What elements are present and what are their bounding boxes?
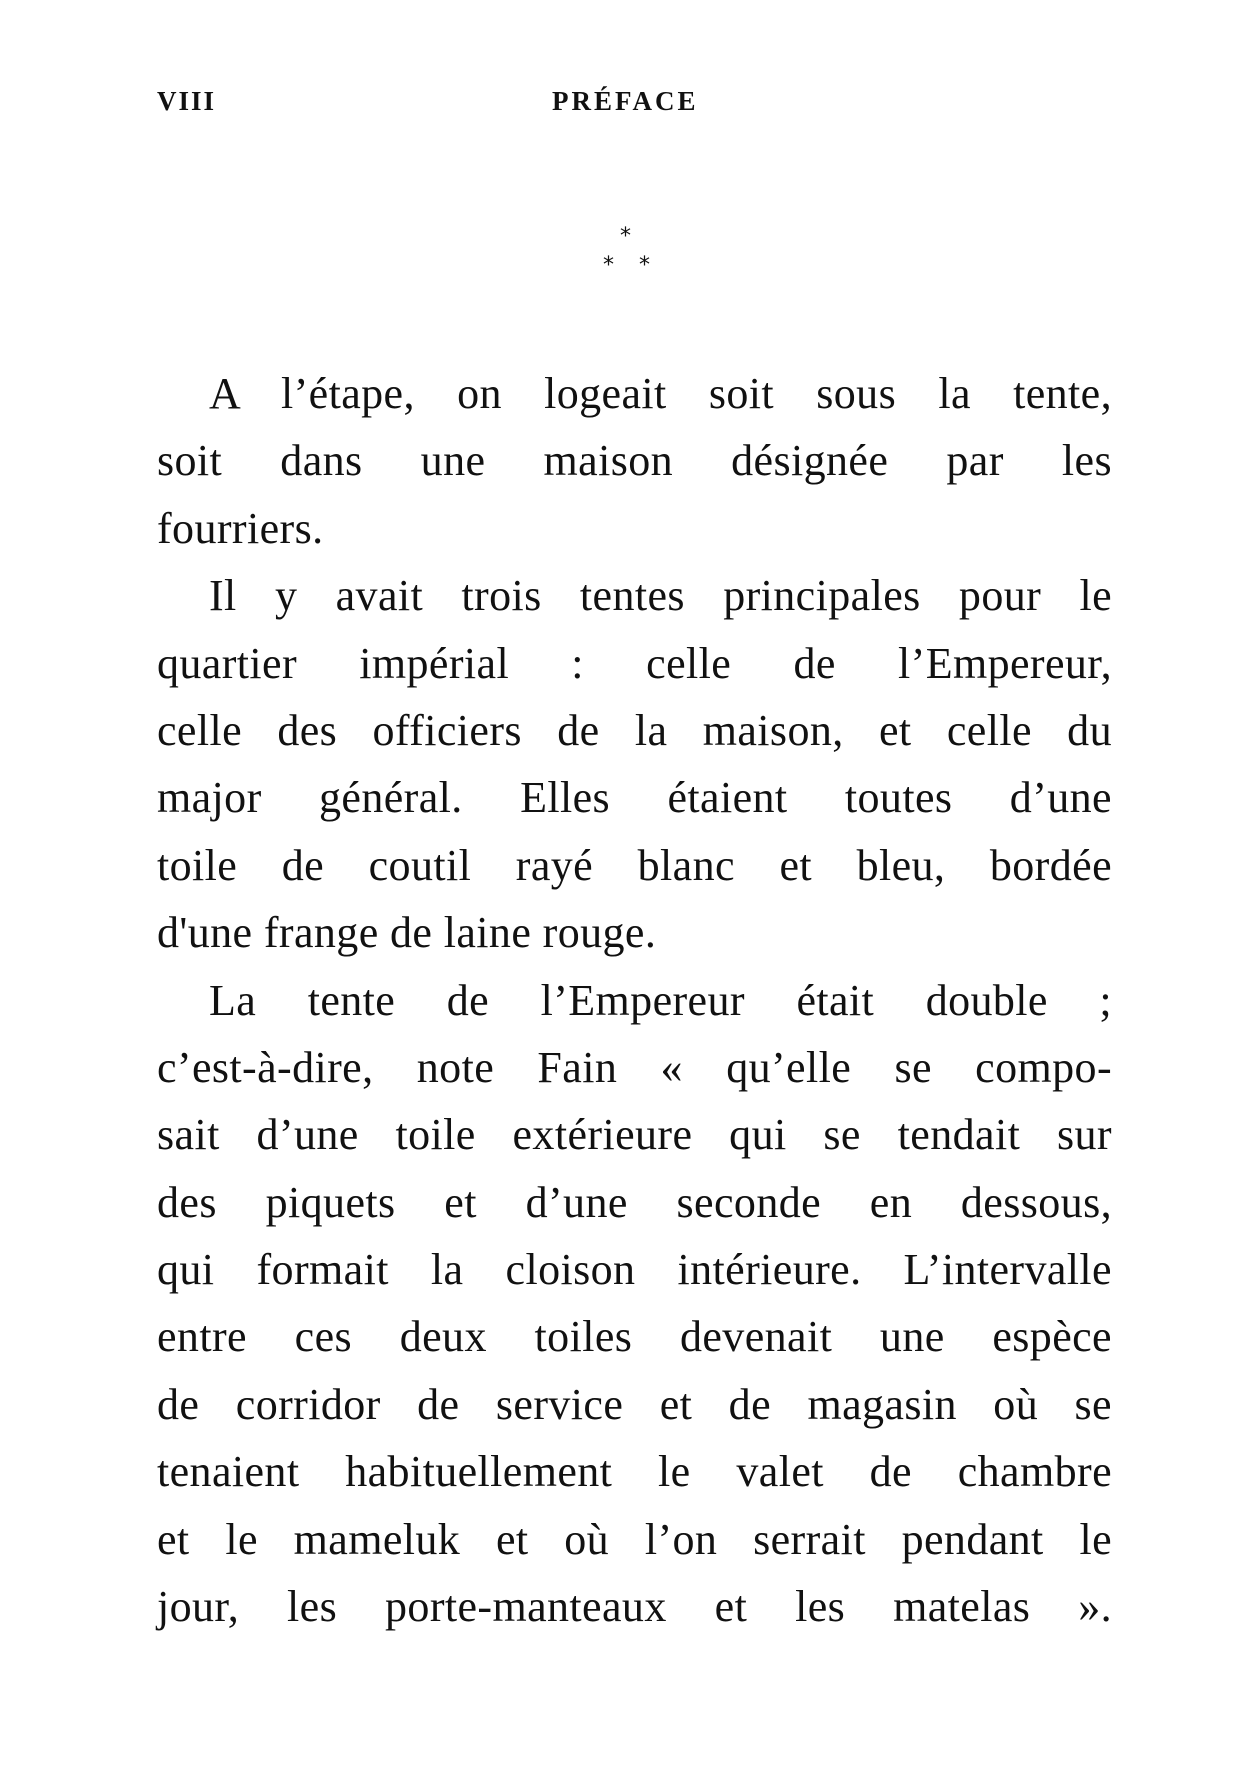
text-line: sait d’une toile extérieure qui se tendait sur — [157, 1110, 1112, 1160]
asterism-star: * — [603, 253, 614, 278]
text-line: entre ces deux toiles devenait une espèce — [157, 1312, 1112, 1362]
text-line: c’est-à-dire, note Fain « qu’elle se compo- — [157, 1042, 1112, 1092]
text-line: d'une frange de laine rouge. — [157, 908, 657, 958]
text-line: soit dans une maison désignée par les — [157, 436, 1112, 486]
running-head — [157, 86, 1107, 126]
text-line: jour, les porte-manteaux et les matelas ». — [157, 1582, 1112, 1632]
text-line: La tente de l’Empereur était double ; — [209, 975, 1112, 1025]
asterism-star: * — [639, 253, 650, 278]
asterism-star: * — [620, 224, 631, 249]
text-line: A l’étape, on logeait soit sous la tente, — [209, 369, 1112, 418]
page-number: VIII — [157, 86, 217, 116]
text-line: Il y avait trois tentes principales pour le — [209, 571, 1112, 621]
text-line: fourriers. — [157, 503, 324, 553]
asterism-ornament — [590, 226, 670, 286]
text-line: tenaient habituellement le valet de chambre — [157, 1447, 1112, 1497]
text-line: qui formait la cloison intérieure. L’intervalle — [157, 1245, 1112, 1295]
body-text — [157, 360, 1112, 1640]
text-line: quartier impérial : celle de l’Empereur, — [157, 638, 1112, 688]
text-line: et le mameluk et où l’on serrait pendant le — [157, 1514, 1112, 1564]
running-title: PRÉFACE — [552, 86, 699, 116]
text-line: major général. Elles étaient toutes d’une — [157, 773, 1112, 823]
text-line: des piquets et d’une seconde en dessous, — [157, 1177, 1112, 1227]
text-line: de corridor de service et de magasin où se — [157, 1379, 1112, 1429]
text-line: celle des officiers de la maison, et celle du — [157, 705, 1112, 755]
text-line: toile de coutil rayé blanc et bleu, bordée — [157, 840, 1112, 890]
